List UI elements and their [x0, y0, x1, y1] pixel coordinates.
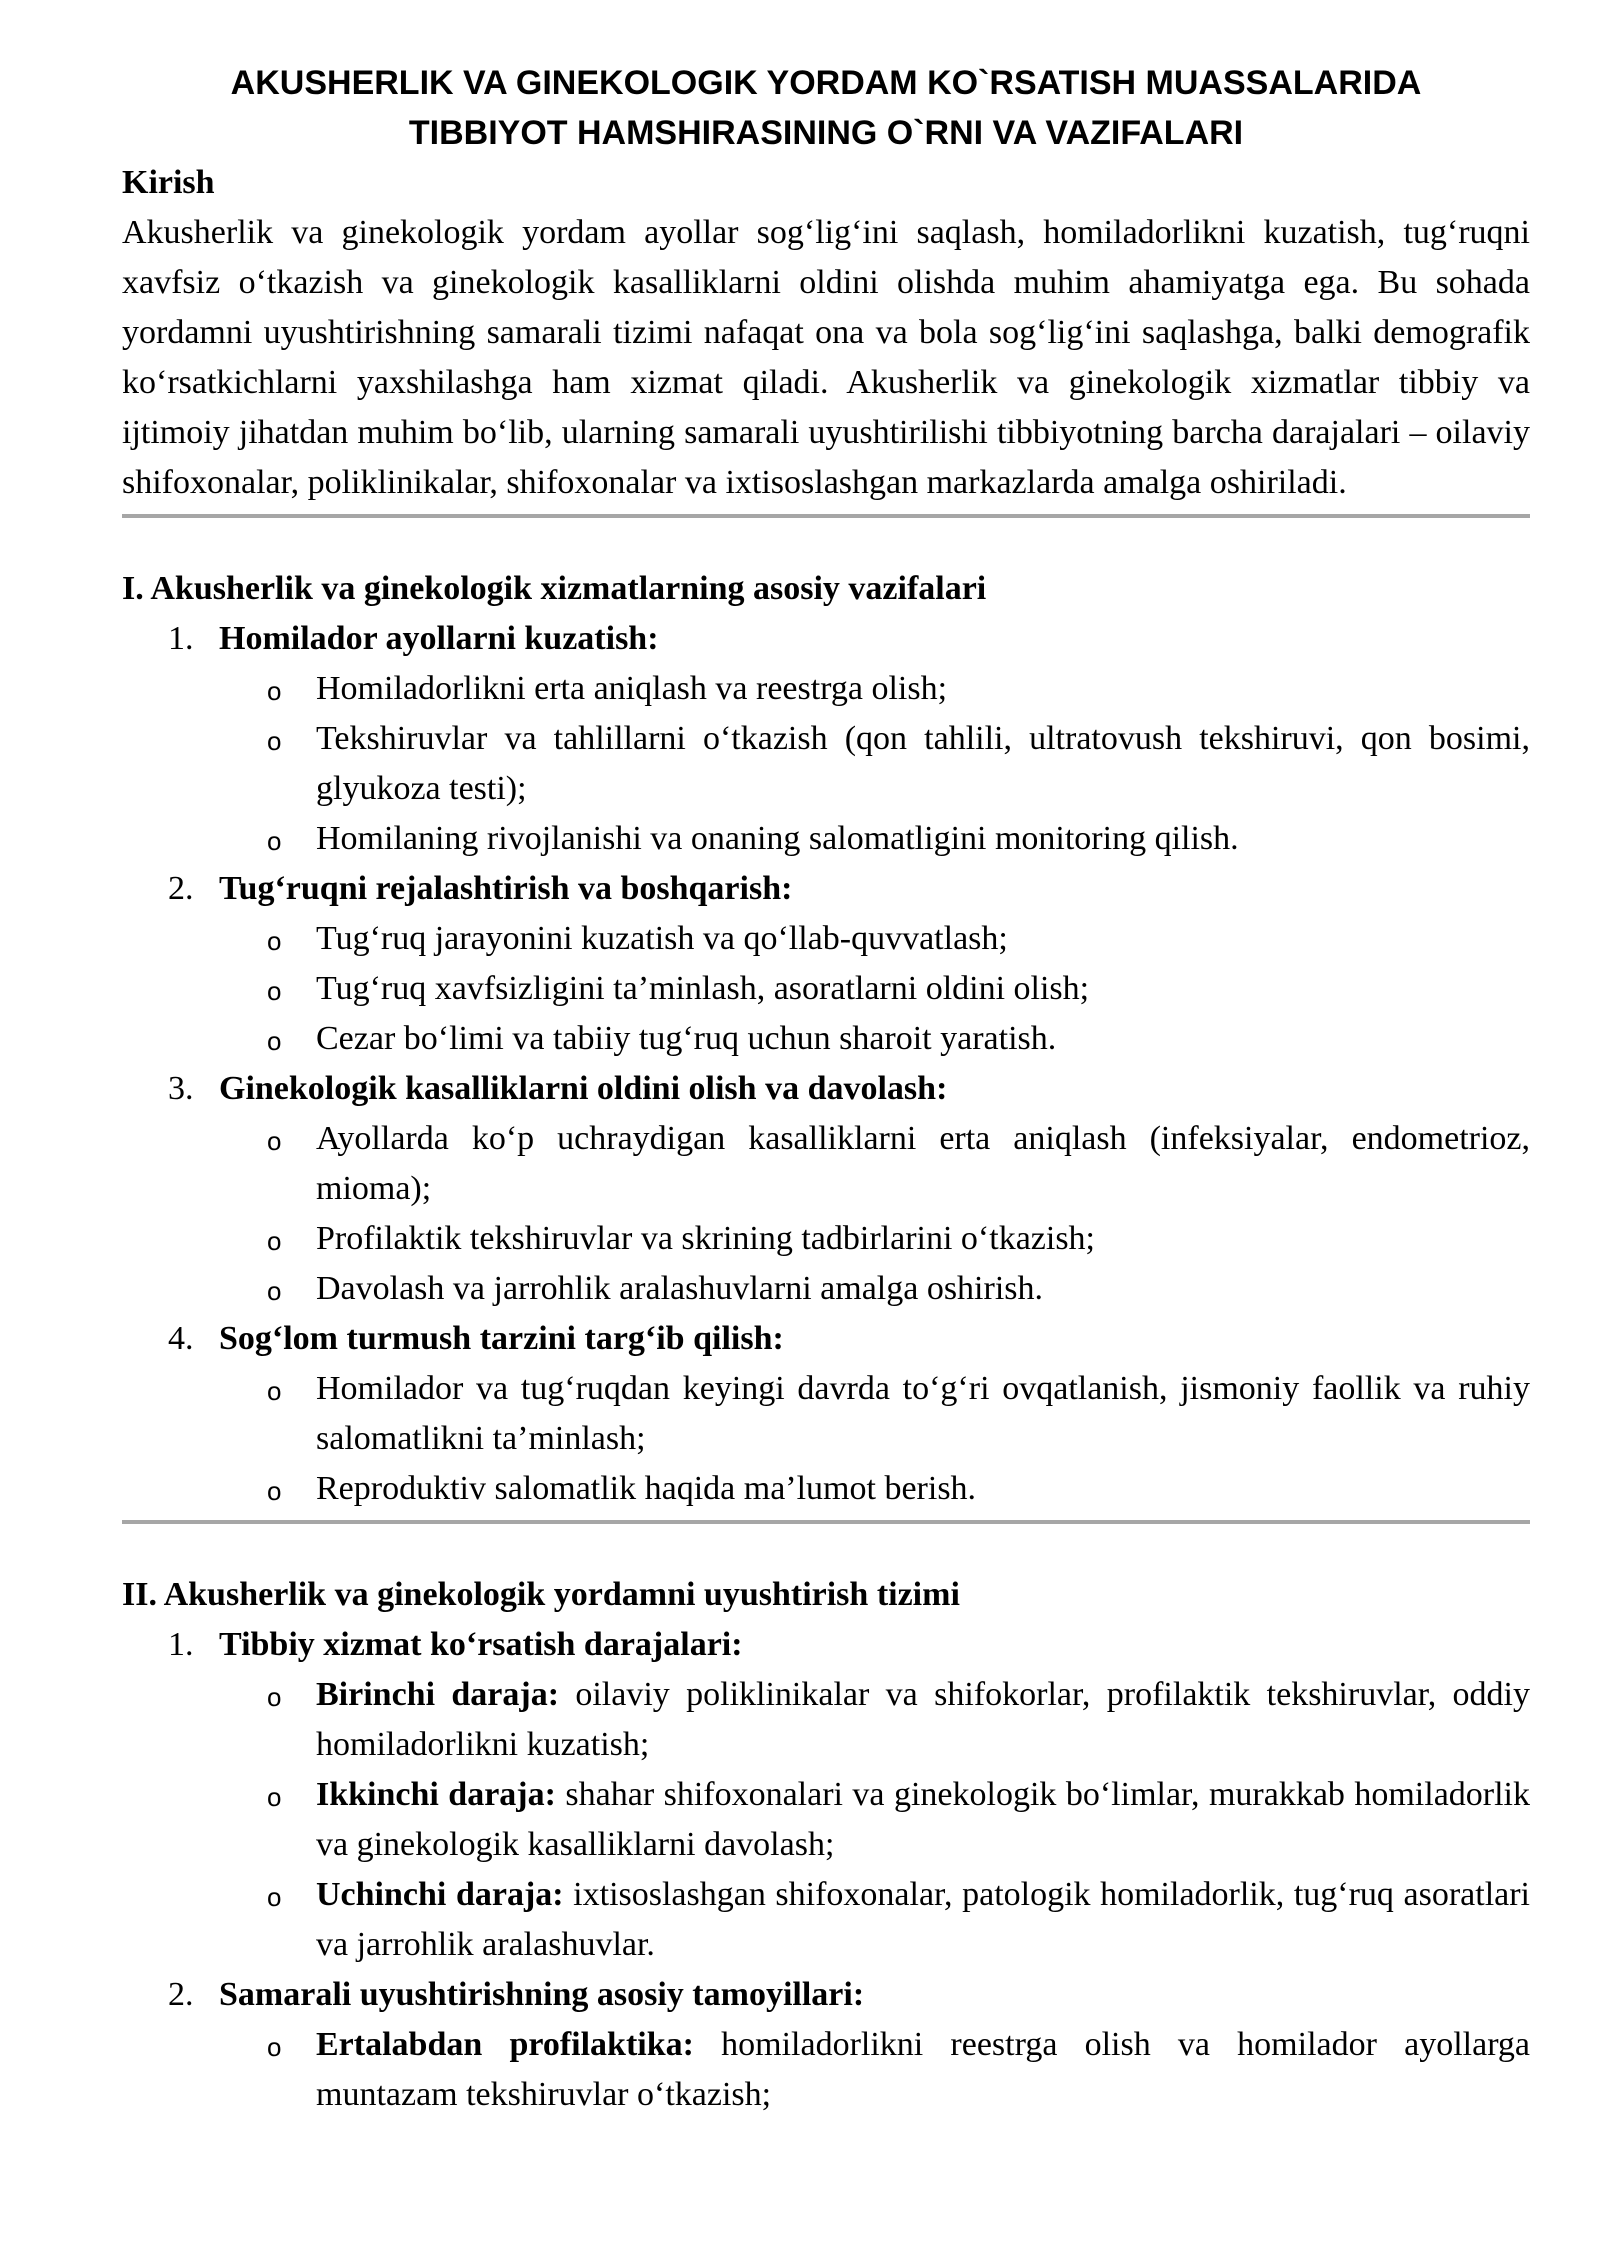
item-number: 1. — [168, 1626, 194, 1663]
bullet-icon: o — [267, 1682, 282, 1712]
item-number: 2. — [168, 870, 194, 907]
sub-list-item — [219, 1014, 1530, 1064]
sub-item-text: Ayollarda ko‘p uchraydigan kasalliklarni erta aniqlash (infeksiyalar, endometrioz, mioma); — [316, 1120, 1530, 1207]
sub-item-text: Homilaning rivojlanishi va onaning salomatligini monitoring qilish. — [316, 820, 1239, 857]
intro-heading: Kirish — [122, 164, 215, 201]
bullet-icon: o — [267, 726, 282, 756]
list-item — [122, 1970, 1530, 2120]
sub-item-lead: Birinchi daraja: — [316, 1676, 560, 1713]
sub-item-text: Cezar bo‘limi va tabiiy tug‘ruq uchun sharoit yaratish. — [316, 1020, 1057, 1057]
sub-list — [219, 1114, 1530, 1314]
item-number: 4. — [168, 1320, 194, 1357]
sub-item-lead: Ikkinchi daraja: — [316, 1776, 556, 1813]
sub-list-item — [219, 664, 1530, 714]
bullet-icon: o — [267, 1882, 282, 1912]
bullet-icon: o — [267, 1476, 282, 1506]
sub-item-text: Homilador va tug‘ruqdan keyingi davrda to‘g‘ri ovqatlanish, jismoniy faollik va ruhiy salomatlikni ta’minlash; — [316, 1370, 1530, 1457]
section-1-heading: I. Akusherlik va ginekologik xizmatlarning asosiy vazifalari — [122, 570, 987, 607]
sub-item-text: Profilaktik tekshiruvlar va skrining tadbirlarini o‘tkazish; — [316, 1220, 1095, 1257]
bullet-icon: o — [267, 826, 282, 856]
sub-list-item — [219, 2020, 1530, 2120]
intro-paragraph: Akusherlik va ginekologik yordam ayollar sog‘lig‘ini saqlash, homiladorlikni kuzatish, tug‘ruqni xavfsiz o‘tkazish va ginekologik kasalliklarni oldini olishda muhim ahamiyatga ega. Bu sohada yordamni uyushtirishning samarali tizimi nafaqat ona va bola sog‘lig‘ini saqlashga, balki demografik ko‘rsatkichlarni yaxshilashga ham xizmat qiladi. Akusherlik va ginekologik xizmatlar tibbiy va ijtimoiy jihatdan muhim bo‘lib, ularning samarali uyushtirilishi tibbiyotning barcha darajalari – oilaviy shifoxonalar, poliklinikalar, shifoxonalar va ixtisoslashgan markazlarda amalga oshiriladi. — [122, 214, 1530, 501]
section-2-list — [122, 1620, 1530, 2120]
sub-list-item — [219, 1870, 1530, 1970]
list-item — [122, 1064, 1530, 1314]
bullet-icon: o — [267, 926, 282, 956]
item-number: 3. — [168, 1070, 194, 1107]
item-title: Tug‘ruqni rejalashtirish va boshqarish: — [219, 870, 793, 907]
sub-list-item — [219, 1214, 1530, 1264]
title-line-2: TIBBIYOT HAMSHIRASINING O`RNI VA VAZIFALARI — [408, 114, 1244, 152]
bullet-icon: o — [267, 1126, 282, 1156]
bullet-icon: o — [267, 1376, 282, 1406]
sub-item-text: shahar shifoxonalari va ginekologik bo‘limlar, murakkab homiladorlik va ginekologik kasalliklarni davolash; — [316, 1776, 1531, 1863]
sub-list-item — [219, 814, 1530, 864]
sub-list-item — [219, 964, 1530, 1014]
document-title — [122, 58, 1530, 158]
sub-item-text: Tekshiruvlar va tahlillarni o‘tkazish (qon tahlili, ultratovush tekshiruvi, qon bosimi, glyukoza testi); — [316, 720, 1530, 807]
list-item — [122, 864, 1530, 1064]
bullet-icon: o — [267, 1226, 282, 1256]
sub-item-lead: Ertalabdan profilaktika: — [316, 2026, 694, 2063]
sub-list — [219, 664, 1530, 864]
sub-list-item — [219, 1464, 1530, 1514]
list-item — [122, 1620, 1530, 1970]
sub-list-item — [219, 914, 1530, 964]
sub-list-item — [219, 1364, 1530, 1464]
sub-list-item — [219, 714, 1530, 814]
item-title: Samarali uyushtirishning asosiy tamoyillari: — [219, 1976, 865, 2013]
sub-list — [219, 914, 1530, 1064]
sub-list-item — [219, 1264, 1530, 1314]
sub-item-text: Reproduktiv salomatlik haqida ma’lumot berish. — [316, 1470, 977, 1507]
document-page — [122, 58, 1530, 2120]
item-title: Ginekologik kasalliklarni oldini olish va davolash: — [219, 1070, 948, 1107]
sub-list — [219, 1364, 1530, 1514]
sub-item-text: ixtisoslashgan shifoxonalar, patologik homiladorlik, tug‘ruq asoratlari va jarrohlik aralashuvlar. — [316, 1876, 1531, 1963]
bullet-icon: o — [267, 2032, 282, 2062]
bullet-icon: o — [267, 676, 282, 706]
item-title: Homilador ayollarni kuzatish: — [219, 620, 659, 657]
sub-item-text: homiladorlikni reestrga olish va homilador ayollarga muntazam tekshiruvlar o‘tkazish; — [316, 2026, 1530, 2113]
sub-list — [219, 1670, 1530, 1970]
section-divider — [122, 1520, 1530, 1524]
sub-item-text: Homiladorlikni erta aniqlash va reestrga olish; — [316, 670, 948, 707]
sub-item-lead: Uchinchi daraja: — [316, 1876, 564, 1913]
sub-item-text: Tug‘ruq jarayonini kuzatish va qo‘llab-quvvatlash; — [316, 920, 1008, 957]
title-line-1: AKUSHERLIK VA GINEKOLOGIK YORDAM KO`RSATISH MUASSALARIDA — [230, 64, 1422, 102]
sub-list-item — [219, 1670, 1530, 1770]
sub-item-text: Davolash va jarrohlik aralashuvlarni amalga oshirish. — [316, 1270, 1043, 1307]
item-title: Sog‘lom turmush tarzini targ‘ib qilish: — [219, 1320, 784, 1357]
bullet-icon: o — [267, 1276, 282, 1306]
section-divider — [122, 514, 1530, 518]
list-item — [122, 1314, 1530, 1514]
item-title: Tibbiy xizmat ko‘rsatish darajalari: — [219, 1626, 743, 1663]
item-number: 1. — [168, 620, 194, 657]
section-2-heading: II. Akusherlik va ginekologik yordamni uyushtirish tizimi — [122, 1576, 960, 1613]
sub-list-item — [219, 1770, 1530, 1870]
list-item — [122, 614, 1530, 864]
bullet-icon: o — [267, 1026, 282, 1056]
sub-list-item — [219, 1114, 1530, 1214]
bullet-icon: o — [267, 1782, 282, 1812]
sub-list — [219, 2020, 1530, 2120]
section-1-list — [122, 614, 1530, 1514]
bullet-icon: o — [267, 976, 282, 1006]
sub-item-text: Tug‘ruq xavfsizligini ta’minlash, asoratlarni oldini olish; — [316, 970, 1090, 1007]
item-number: 2. — [168, 1976, 194, 2013]
sub-item-text: oilaviy poliklinikalar va shifokorlar, profilaktik tekshiruvlar, oddiy homiladorlikni kuzatish; — [316, 1676, 1530, 1763]
